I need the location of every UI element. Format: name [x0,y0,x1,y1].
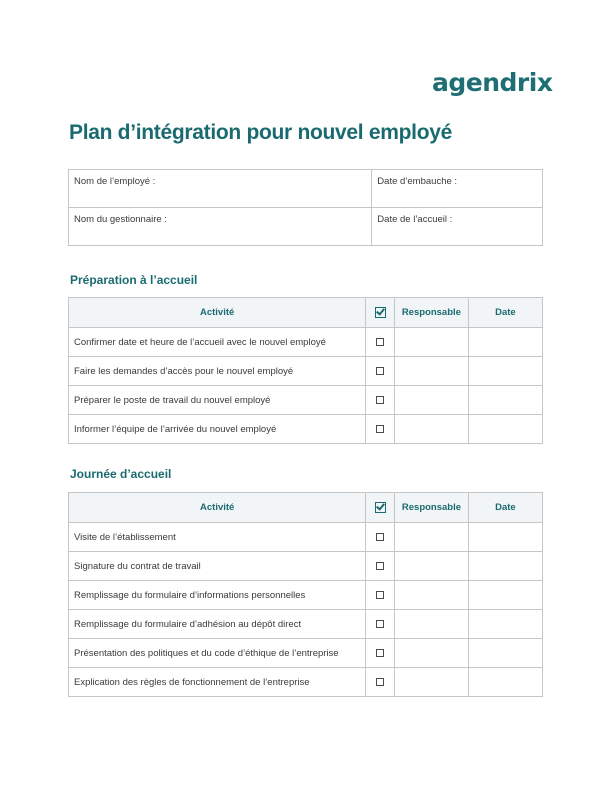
check-cell [366,668,395,697]
date-cell[interactable] [468,386,542,415]
check-cell [366,523,395,552]
section-title-welcome-day: Journée d’accueil [70,467,172,481]
header-check [366,298,395,328]
checkbox-icon[interactable] [376,591,384,599]
checked-box-icon [375,307,386,318]
responsible-cell[interactable] [395,386,469,415]
date-cell[interactable] [468,328,542,357]
check-cell [366,552,395,581]
responsible-cell[interactable] [395,328,469,357]
manager-name-field[interactable]: Nom du gestionnaire : [69,208,372,246]
table-row [69,523,543,552]
section-title-preparation: Préparation à l’accueil [70,273,198,287]
responsible-cell[interactable] [395,523,469,552]
check-cell [366,357,395,386]
activity-cell: Remplissage du formulaire d’adhésion au dépôt direct [69,610,366,639]
header-responsible: Responsable [395,493,469,523]
employee-info-table [68,169,543,246]
header-check [366,493,395,523]
preparation-checklist-table [68,297,543,444]
table-row [69,170,543,208]
check-cell [366,581,395,610]
agendrix-logo: agendrix [432,68,553,97]
responsible-cell[interactable] [395,581,469,610]
date-cell[interactable] [468,415,542,444]
responsible-cell[interactable] [395,668,469,697]
activity-cell: Explication des règles de fonctionnement de l’entreprise [69,668,366,697]
table-row [69,639,543,668]
header-activity: Activité [69,493,366,523]
checkbox-icon[interactable] [376,425,384,433]
date-cell[interactable] [468,523,542,552]
check-cell [366,386,395,415]
activity-cell: Signature du contrat de travail [69,552,366,581]
check-cell [366,639,395,668]
header-responsible: Responsable [395,298,469,328]
header-activity: Activité [69,298,366,328]
hire-date-field[interactable]: Date d’embauche : [372,170,543,208]
check-cell [366,610,395,639]
checkbox-icon[interactable] [376,562,384,570]
date-cell[interactable] [468,668,542,697]
activity-cell: Remplissage du formulaire d’informations personnelles [69,581,366,610]
activity-cell: Faire les demandes d’accès pour le nouvel employé [69,357,366,386]
checkbox-icon[interactable] [376,338,384,346]
date-cell[interactable] [468,610,542,639]
activity-cell: Préparer le poste de travail du nouvel employé [69,386,366,415]
checkbox-icon[interactable] [376,620,384,628]
activity-cell: Informer l’équipe de l’arrivée du nouvel employé [69,415,366,444]
activity-cell: Visite de l’établissement [69,523,366,552]
check-cell [366,415,395,444]
responsible-cell[interactable] [395,357,469,386]
checkbox-icon[interactable] [376,533,384,541]
date-cell[interactable] [468,581,542,610]
date-cell[interactable] [468,639,542,668]
checkbox-icon[interactable] [376,649,384,657]
table-row [69,552,543,581]
welcome-date-field[interactable]: Date de l’accueil : [372,208,543,246]
responsible-cell[interactable] [395,639,469,668]
checkbox-icon[interactable] [376,396,384,404]
welcome-day-checklist-table [68,492,543,697]
table-row [69,415,543,444]
activity-cell: Confirmer date et heure de l’accueil avec le nouvel employé [69,328,366,357]
date-cell[interactable] [468,357,542,386]
activity-cell: Présentation des politiques et du code d’éthique de l’entreprise [69,639,366,668]
responsible-cell[interactable] [395,552,469,581]
table-row [69,357,543,386]
check-cell [366,328,395,357]
table-row [69,581,543,610]
table-row [69,610,543,639]
table-row [69,668,543,697]
checkbox-icon[interactable] [376,367,384,375]
employee-name-field[interactable]: Nom de l’employé : [69,170,372,208]
checkbox-icon[interactable] [376,678,384,686]
date-cell[interactable] [468,552,542,581]
table-header-row [69,493,543,523]
checked-box-icon [375,502,386,513]
table-row [69,386,543,415]
table-row [69,328,543,357]
header-date: Date [468,298,542,328]
responsible-cell[interactable] [395,415,469,444]
page-title: Plan d’intégration pour nouvel employé [69,121,452,144]
header-date: Date [468,493,542,523]
table-row [69,208,543,246]
responsible-cell[interactable] [395,610,469,639]
table-header-row [69,298,543,328]
